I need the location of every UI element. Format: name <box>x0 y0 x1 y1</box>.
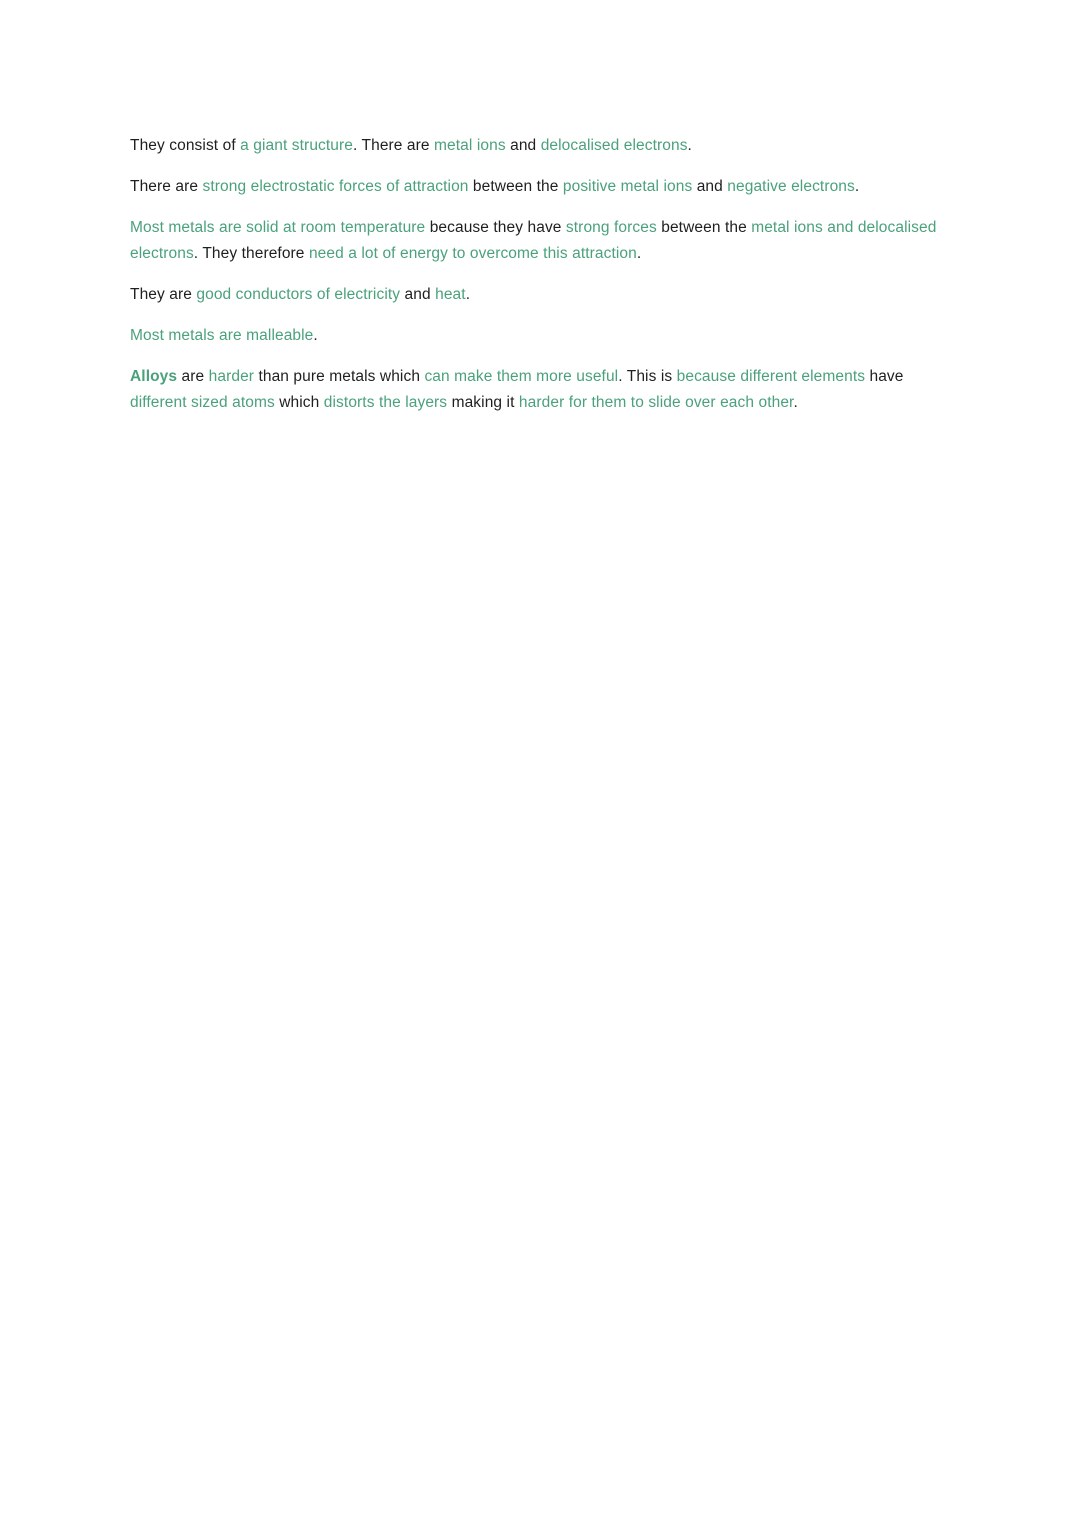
text-segment: There are <box>130 178 203 195</box>
paragraph <box>130 215 950 267</box>
text-segment: . There are <box>353 137 435 154</box>
text-segment: . <box>313 327 318 344</box>
text-segment: have <box>865 368 908 385</box>
paragraph <box>130 133 950 159</box>
text-segment: Most metals are solid at room temperature <box>130 219 426 236</box>
text-segment: . <box>793 394 798 411</box>
text-segment: can make them more useful <box>424 368 619 385</box>
text-segment: between the <box>468 178 563 195</box>
text-segment: strong electrostatic forces of attraction <box>202 178 469 195</box>
text-segment: delocalised electrons <box>540 137 688 154</box>
text-segment: . This is <box>618 368 677 385</box>
paragraph <box>130 174 950 200</box>
text-segment: Most metals are malleable <box>130 327 314 344</box>
text-segment: which <box>274 394 324 411</box>
text-segment: heat <box>435 286 466 303</box>
text-segment: need a lot of energy to overcome this attraction <box>308 245 637 262</box>
text-segment: between the <box>656 219 752 236</box>
paragraph <box>130 323 950 349</box>
text-segment: metal ions <box>434 137 506 154</box>
text-segment: . <box>465 286 471 303</box>
text-segment: and <box>505 137 541 154</box>
text-segment: strong forces <box>565 219 657 236</box>
text-segment: negative electrons <box>727 178 855 195</box>
text-segment: harder for them to slide over each other <box>518 394 794 411</box>
paragraph <box>130 364 950 416</box>
text-segment: good conductors of electricity <box>196 286 401 303</box>
text-segment: They are <box>130 286 197 303</box>
text-segment: . <box>636 245 642 262</box>
text-segment: because different elements <box>676 368 866 385</box>
text-segment: than pure metals which <box>254 368 425 385</box>
text-segment: different sized atoms <box>130 394 275 411</box>
text-segment: Alloys <box>130 368 178 385</box>
text-segment: and <box>400 286 436 303</box>
text-segment: . They therefore <box>193 245 309 262</box>
text-segment: positive metal ions <box>562 178 693 195</box>
document-body <box>130 133 950 416</box>
text-segment: metal ions and delocalised electrons <box>130 219 941 262</box>
paragraph <box>130 282 950 308</box>
text-segment: distorts the layers <box>323 394 448 411</box>
text-segment: . <box>854 178 860 195</box>
text-segment: . <box>687 137 692 154</box>
text-segment: a giant structure <box>240 137 353 154</box>
text-segment: because they have <box>425 219 566 236</box>
text-segment: are <box>177 368 209 385</box>
text-segment: harder <box>208 368 255 385</box>
text-segment: making it <box>447 394 519 411</box>
text-segment: and <box>692 178 728 195</box>
text-segment: They consist of <box>130 137 241 154</box>
